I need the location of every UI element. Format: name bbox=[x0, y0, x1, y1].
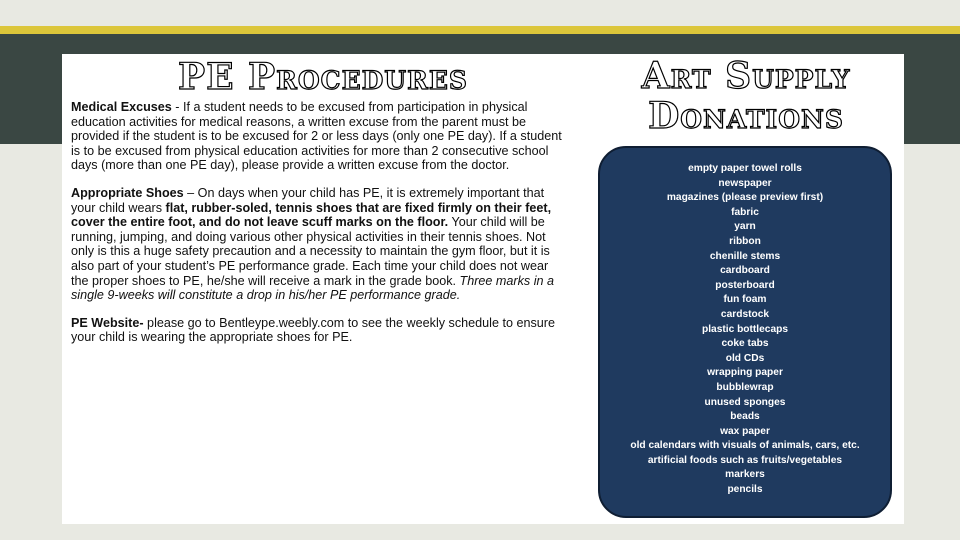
appropriate-shoes-paragraph bbox=[71, 186, 563, 303]
supply-item: wax paper bbox=[720, 425, 770, 437]
supply-item: wrapping paper bbox=[707, 367, 783, 379]
pe-procedures-section bbox=[71, 100, 563, 358]
art-supply-title bbox=[628, 56, 864, 136]
appropriate-shoes-text: – On days when your child has PE, it is extremely important that your child wears bbox=[71, 185, 545, 215]
appropriate-shoes-text-2: Your child will be running, jumping, and doing various other physical activities in their tennis shoes. Not only is this a huge safety precaution and a necessity to maintain the gym floor, but it is also part of your student’s PE performance grade. Each time your child does not wear the proper shoes to PE, he/she will receive a mark in the grade book. bbox=[71, 215, 550, 288]
supply-item: markers bbox=[725, 469, 765, 481]
supply-item: ribbon bbox=[729, 235, 761, 247]
supply-item: pencils bbox=[727, 484, 763, 496]
supply-item: unused sponges bbox=[704, 396, 786, 408]
supply-list bbox=[600, 162, 890, 498]
supply-item: fabric bbox=[731, 206, 759, 218]
pe-procedures-title: PE Procedures bbox=[178, 56, 468, 98]
supply-item: cardstock bbox=[720, 308, 770, 320]
pe-website-text: please go to Bentleype.weebly.com to see the weekly schedule to ensure your child is wearing the appropriate shoes for PE. bbox=[71, 315, 555, 345]
medical-excuses-paragraph bbox=[71, 100, 563, 173]
shoe-requirements: flat, rubber-soled, tennis shoes that are fixed firmly on their feet, cover the entire foot, and do not leave scuff marks on the floor. bbox=[71, 200, 552, 230]
supply-item: empty paper towel rolls bbox=[688, 163, 802, 174]
grade-warning: Three marks in a single 9-weeks will constitute a drop in his/her PE performance grade. bbox=[71, 273, 555, 303]
accent-bar bbox=[0, 26, 960, 34]
supply-item: artificial foods such as fruits/vegetables bbox=[647, 454, 843, 466]
supply-item: posterboard bbox=[715, 279, 775, 291]
art-title-line-1: Art Supply bbox=[641, 55, 851, 97]
supply-item: old calendars with visuals of animals, cars, etc. bbox=[630, 440, 860, 452]
medical-excuses-label: Medical Excuses bbox=[71, 100, 172, 114]
supply-list-box bbox=[598, 146, 892, 518]
appropriate-shoes-label: Appropriate Shoes bbox=[71, 185, 184, 200]
supply-item: yarn bbox=[734, 221, 756, 233]
supply-item: beads bbox=[730, 411, 760, 423]
pe-website-paragraph bbox=[71, 316, 563, 345]
supply-item: magazines (please preview first) bbox=[666, 192, 824, 204]
art-title-line-2: Donations bbox=[648, 95, 844, 137]
medical-excuses-text: - If a student needs to be excused from participation in physical education activities for medical reasons, a written excuse from the parent must be provided if the student is to be excused for 2 or less days (only one PE day). If a student is to be excused from physical education activities for more than 2 consecutive school days (more than one PE day), please provide a written excuse from the doctor. bbox=[71, 100, 562, 173]
supply-item: old CDs bbox=[725, 352, 765, 364]
supply-item: cardboard bbox=[720, 265, 770, 277]
supply-item: bubblewrap bbox=[716, 381, 774, 393]
supply-item: newspaper bbox=[718, 177, 772, 189]
supply-item: fun foam bbox=[723, 294, 767, 306]
supply-item: coke tabs bbox=[721, 338, 769, 350]
supply-item: chenille stems bbox=[709, 250, 781, 262]
pe-website-label: PE Website- bbox=[71, 315, 144, 330]
flyer-page bbox=[62, 54, 904, 524]
supply-item: plastic bottlecaps bbox=[701, 323, 789, 335]
